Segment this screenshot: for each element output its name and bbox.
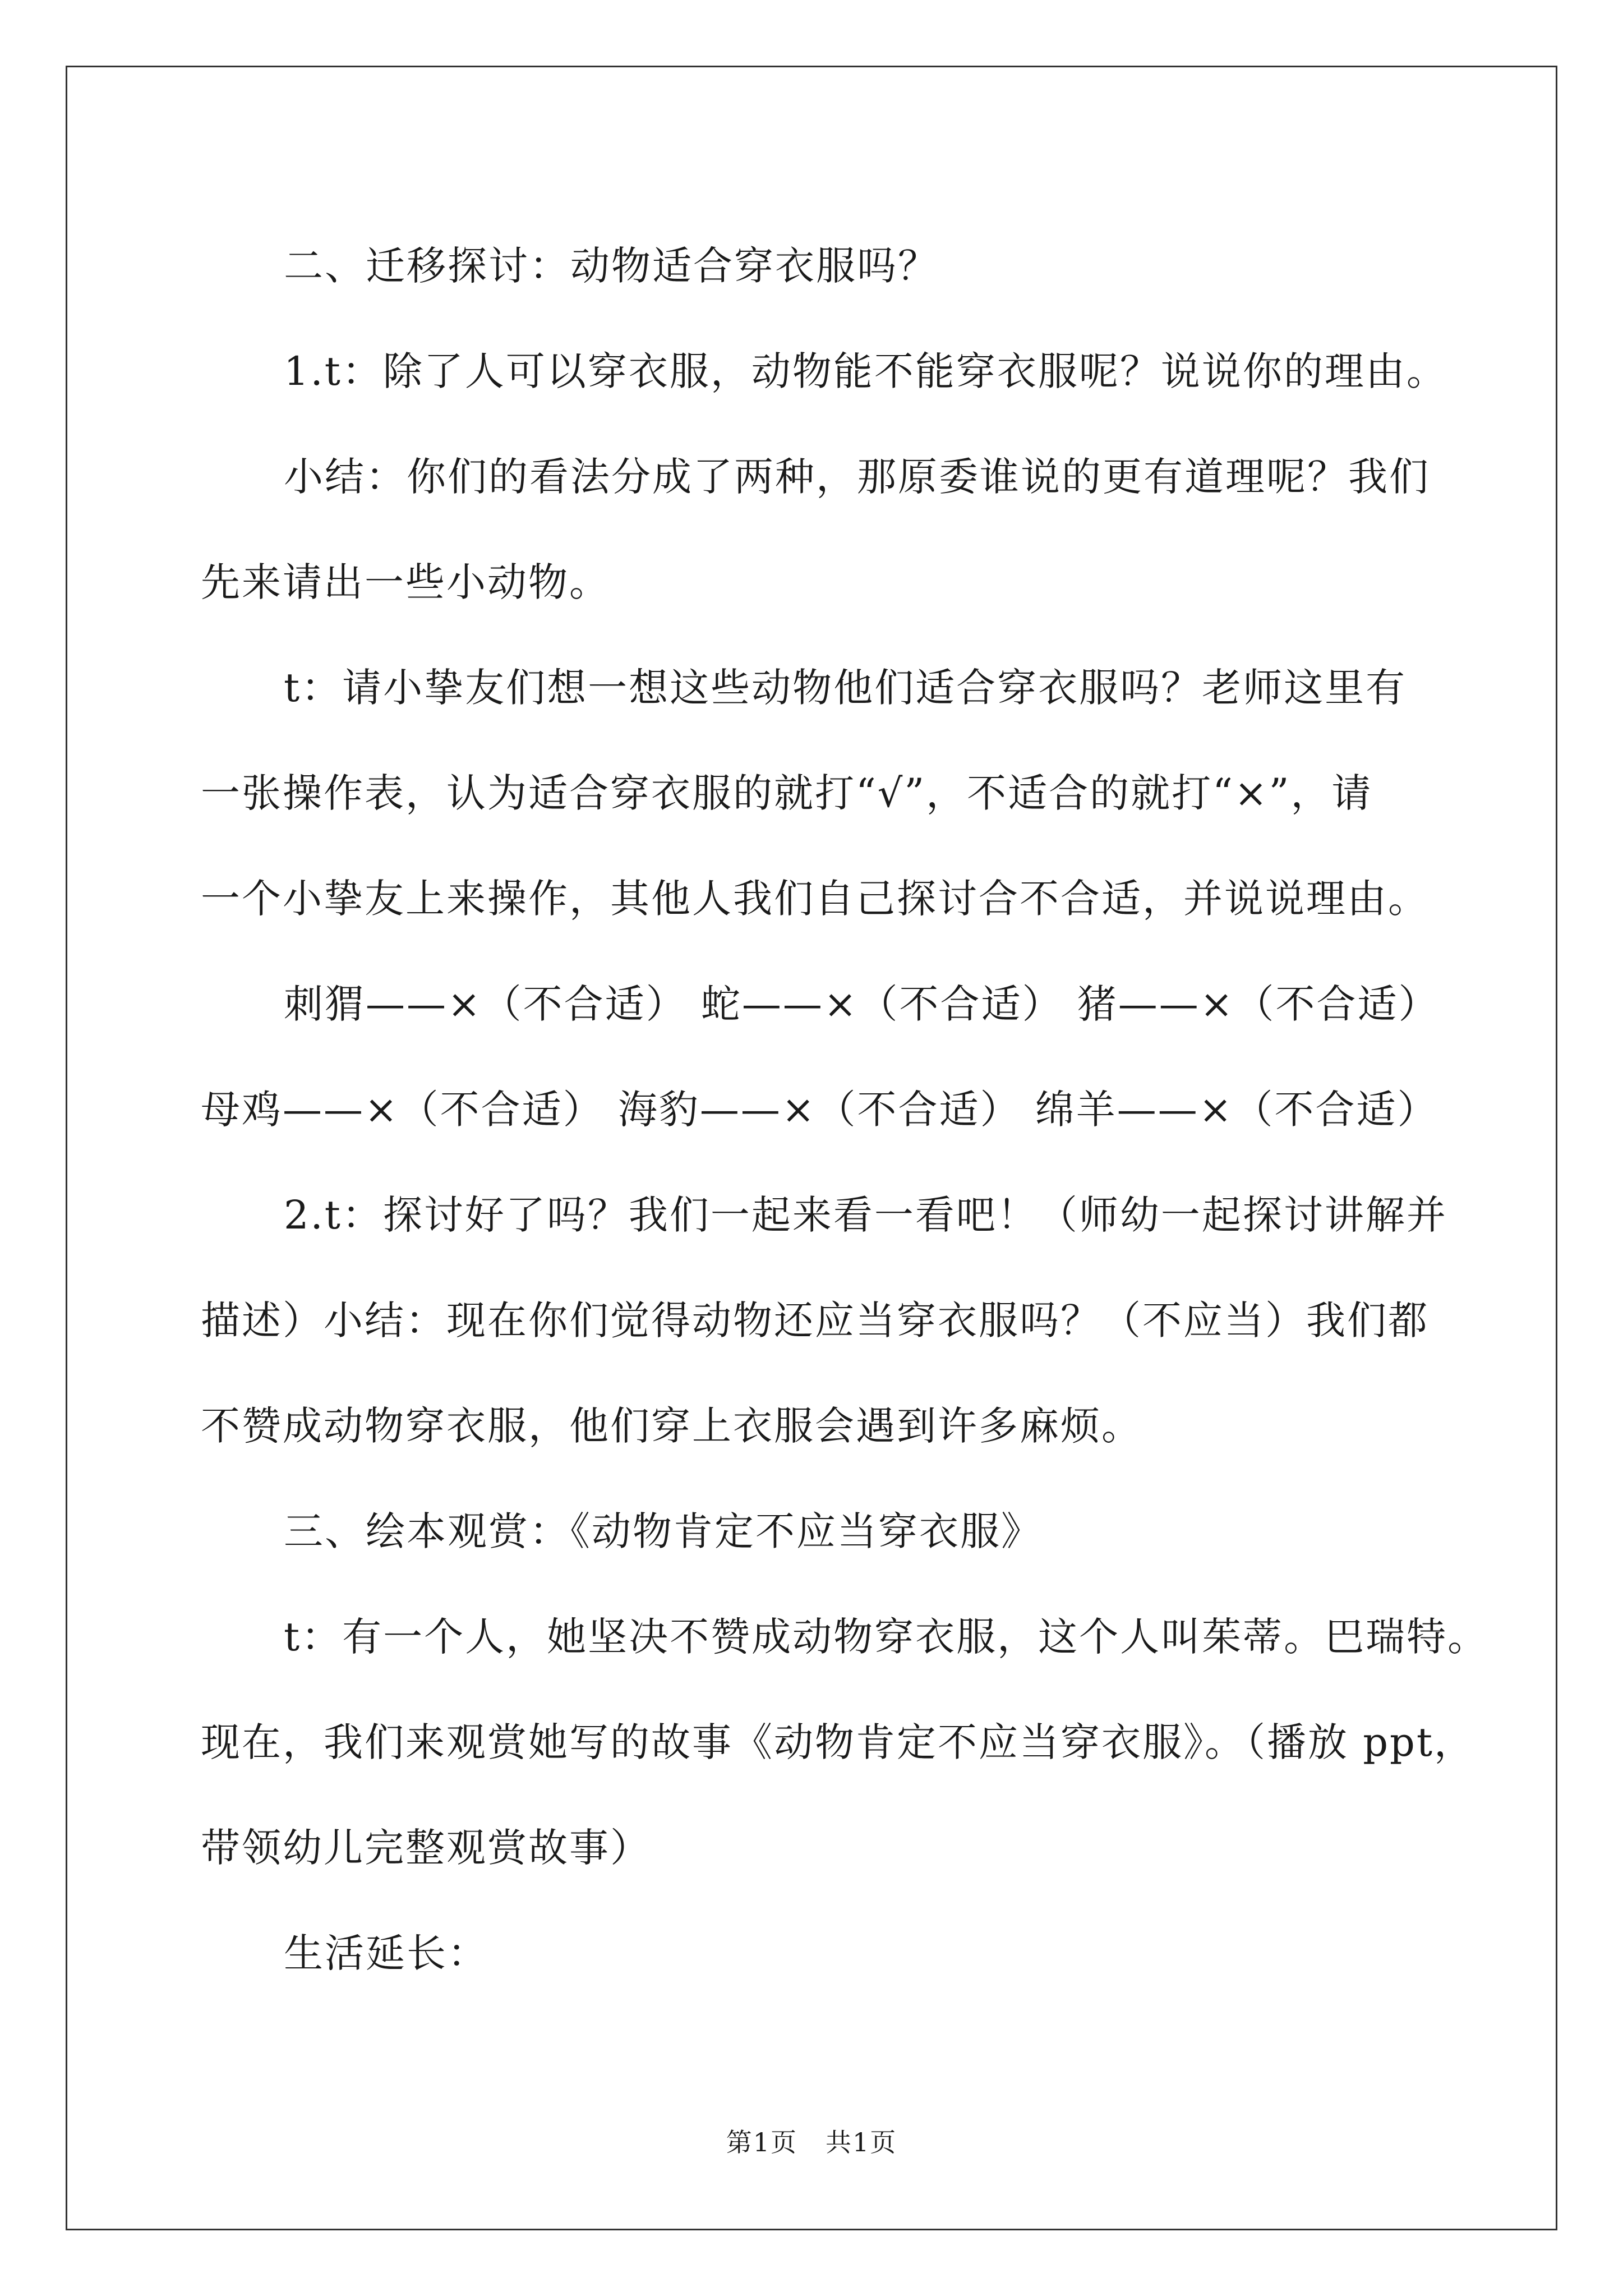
page-footer: [0, 2122, 1623, 2159]
paragraph-line: 小结：你们的看法分成了两种，那原委谁说的更有道理呢？我们: [284, 454, 1430, 500]
paragraph-line: t：有一个人，她坚决不赞成动物穿衣服，这个人叫茱蒂。巴瑞特。: [284, 1614, 1489, 1660]
paragraph-line: 描述）小结：现在你们觉得动物还应当穿衣服吗？（不应当）我们都: [201, 1297, 1429, 1343]
paragraph-line: 1.t：除了人可以穿衣服，动物能不能穿衣服呢？说说你的理由。: [284, 348, 1447, 394]
heading-life-extension: 生活延长：: [284, 1930, 488, 1976]
document-body: [201, 213, 1489, 2006]
animal-list-line: 母鸡——×（不合适） 海豹——×（不合适） 绵羊——×（不合适）: [201, 1087, 1438, 1133]
page-number: 第1页: [726, 2127, 797, 2157]
paragraph-line: 一张操作表，认为适合穿衣服的就打“√”，不适合的就打“×”，请: [201, 770, 1373, 816]
paragraph-line: 一个小挚友上来操作，其他人我们自己探讨合不合适，并说说理由。: [201, 876, 1429, 922]
page-total: 共1页: [826, 2127, 897, 2157]
paragraph-line: 不赞成动物穿衣服，他们穿上衣服会遇到许多麻烦。: [201, 1403, 1142, 1449]
paragraph-line: 2.t：探讨好了吗？我们一起来看一看吧！（师幼一起探讨讲解并: [284, 1192, 1447, 1238]
paragraph-line: 带领幼儿完整观赏故事）: [201, 1825, 651, 1871]
paragraph-line: 现在，我们来观赏她写的故事《动物肯定不应当穿衣服》。（播放 ppt，: [201, 1719, 1475, 1765]
heading-section-two: 二、迁移探讨：动物适合穿衣服吗？: [284, 243, 939, 289]
paragraph-line: 先来请出一些小动物。: [201, 559, 610, 605]
heading-section-three: 三、绘本观赏：《动物肯定不应当穿衣服》: [284, 1508, 1042, 1554]
paragraph-line: t：请小挚友们想一想这些动物他们适合穿衣服吗？老师这里有: [284, 665, 1407, 711]
animal-list-line: 刺猬——×（不合适） 蛇——×（不合适） 猪——×（不合适）: [284, 981, 1440, 1027]
